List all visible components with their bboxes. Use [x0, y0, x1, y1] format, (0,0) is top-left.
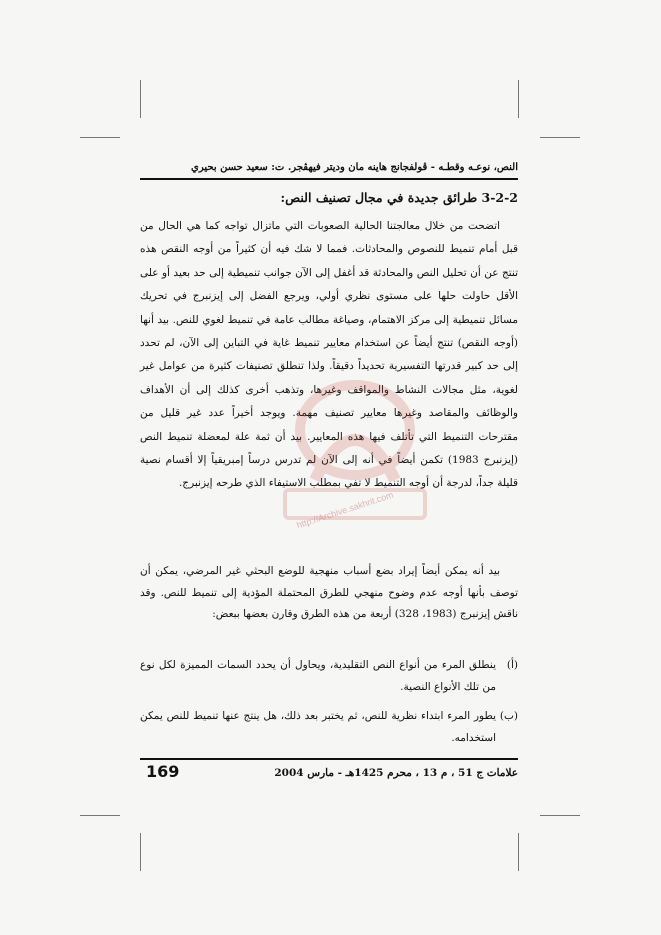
running-head: النص، نوعـه وقطـه - ڤولفجانج هاينه مان وديتر فيهڤجر. ت: سعيد حسن بحيري: [191, 162, 518, 173]
list-item: [140, 706, 518, 749]
paragraph-1: اتضحت من خلال معالجتنا الحالية الصعوبات التي ماتزال تواجه كما هي الحال من قبل أمام تنميط للنصوص والمحادثات. فمما لا شك فيه أن كثيراً من أوجه النقص هذه تنتج عن أن تحليل النص والمحادثة قد أغفل إلى الآن جوانب تنميطية إلى حد بعيد أو على الأقل حاولت حلها على مستوى نظري أولي، ويرجع الفضل إلى إيزنبرج في تحريك مسائل تنميطية إلى مركز الاهتمام، وصياغة مطالب عامة في تنميط لغوي للنص. بيد أنها (أوجه النقص) تنتج أيضاً عن استخدام معايير تنميط غاية في التباين إلى الآن، لم تحدد إلى حد كبير قدرتها التفسيرية تحديداً دقيقاً. ولذا تنطلق تصنيفات كثيرة من عوامل غير لغوية، مثل مجالات النشاط والمواقف وغيرها، وتذهب أخرى كذلك إلى أن الأهداف والوظائف والمقاصد وغيرها معايير تصنيف مهمة. ويوجد أخيراً عدد غير قليل من مقترحات التنميط التي تأتلف فيها هذه المعايير. بيد أن ثمة علة لمعضلة تنميط النص (إيزنبرج 1983) تكمن أيضاً في أنه إلى الآن لم تدرس درساً إمبريقياً إلا أقسام نصية قليلة جداً، لدرجة أن أوجه التنميط لا تفي بمطلب الاستيفاء الذي طرحه إيزنبرج.: [140, 220, 519, 490]
crop-mark: [518, 80, 519, 118]
section-heading: 3-2-2 طرائق جديدة في مجال تصنيف النص:: [280, 190, 518, 205]
crop-mark: [540, 815, 580, 816]
body-text: [140, 215, 518, 496]
list-marker: (أ): [506, 659, 518, 671]
footer-citation: علامات ج 51 ، م 13 ، محرم 1425هـ - مارس 2004: [274, 767, 518, 779]
list-item: [140, 655, 518, 698]
page-number: 169: [146, 762, 180, 781]
crop-mark: [80, 815, 120, 816]
footer-rule: [140, 758, 518, 760]
crop-mark: [518, 833, 519, 871]
crop-mark: [540, 137, 580, 138]
list-marker: (ب): [499, 710, 518, 722]
list-item-text: ينطلق المرء من أنواع النص التقليدية، ويحاول أن يحدد السمات المميزة لكل نوع من تلك الأنواع النصية.: [140, 659, 496, 693]
crop-mark: [140, 833, 141, 871]
crop-mark: [80, 137, 120, 138]
list-item-text: يطور المرء ابتداء نظرية للنص، ثم يختبر بعد ذلك، هل ينتج عنها تنميط للنص يمكن استخدامه.: [140, 710, 496, 744]
header-rule: [140, 178, 518, 180]
paragraph-2: بيد أنه يمكن أيضاً إيراد بضع أسباب منهجية للوضع البحثي غير المرضي، يمكن أن توصف بأنها أوجه عدم وضوح منهجي للطرق المحتملة المؤدية إلى تنميط للنص. وقد ناقش إيزنبرج (1983، 328) أربعة من هذه الطرق وقارن بعضها ببعض:: [140, 565, 518, 620]
crop-mark: [140, 80, 141, 118]
watermark-url: http://Archive.sakhrit.com: [295, 489, 395, 531]
